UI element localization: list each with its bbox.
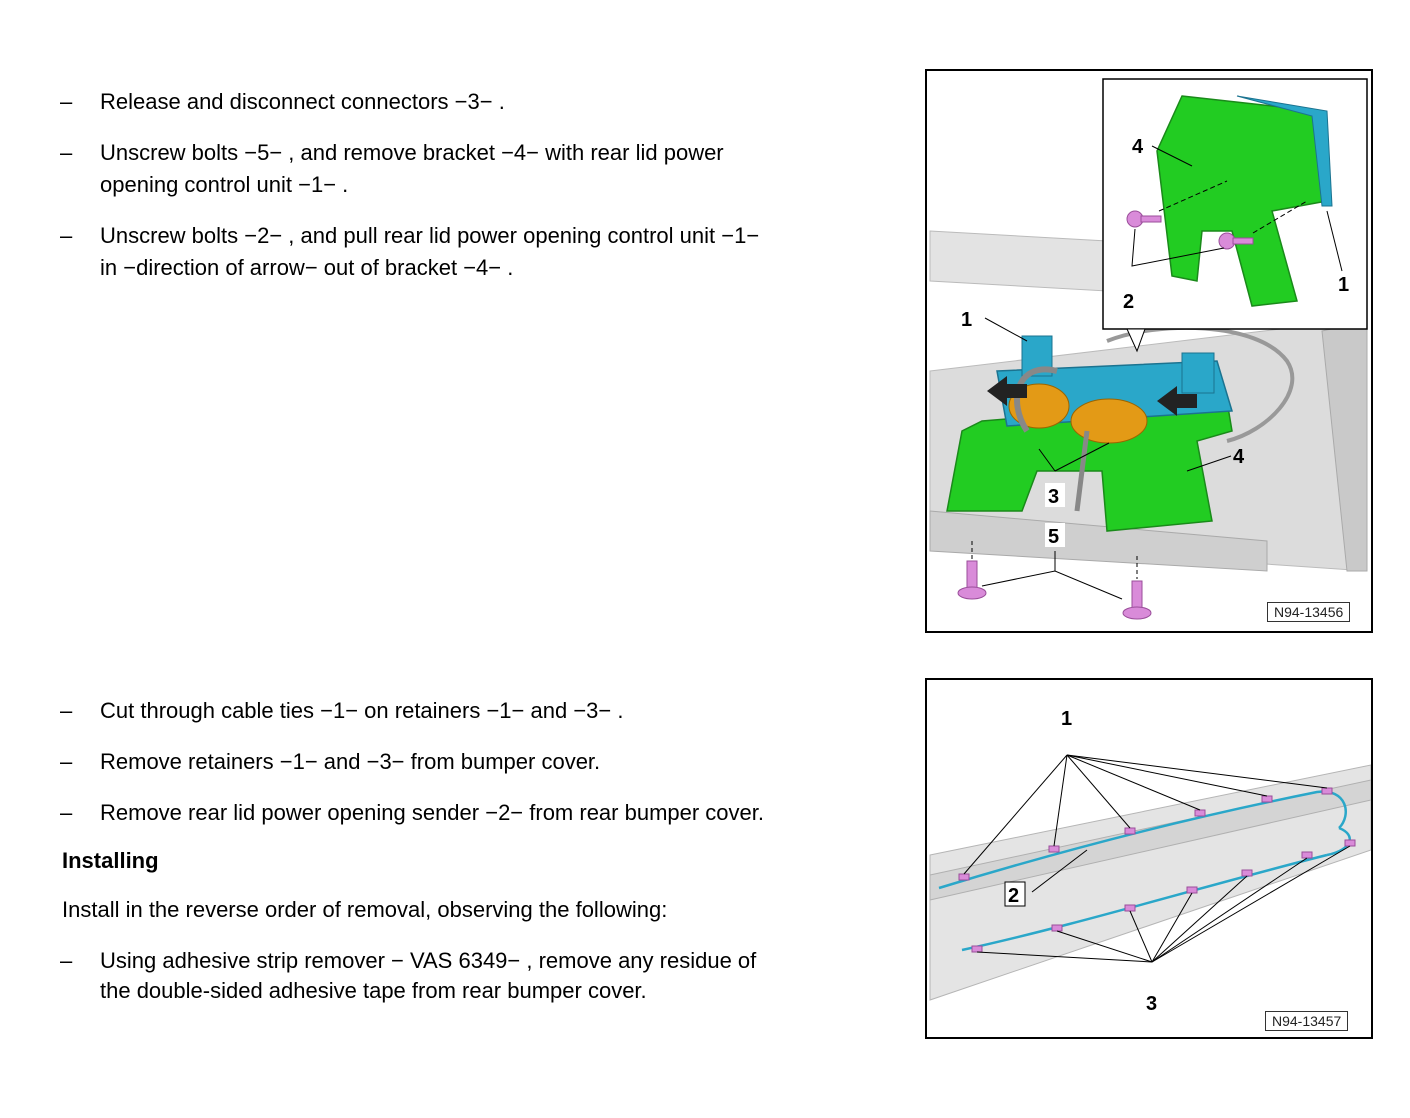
step-text-line-2: in −direction of arrow− out of bracket −4− . bbox=[100, 255, 514, 280]
figure-id-label: N94-13456 bbox=[1267, 602, 1350, 622]
step-text-line-2: opening control unit −1− . bbox=[100, 172, 349, 197]
callout-2: 2 bbox=[1008, 885, 1020, 907]
figure-bumper-cover-drawing bbox=[927, 680, 1371, 1037]
bullet-dash: – bbox=[60, 89, 73, 114]
step-text-line-2: the double-sided adhesive tape from rear bumper cover. bbox=[100, 978, 647, 1003]
callout-4-inset: 4 bbox=[1132, 136, 1144, 158]
bullet-dash: – bbox=[60, 223, 73, 248]
callout-5: 5 bbox=[1048, 526, 1060, 548]
callout-1: 1 bbox=[1061, 708, 1073, 730]
callout-3: 3 bbox=[1146, 993, 1158, 1015]
callout-1-inset: 1 bbox=[1338, 274, 1350, 296]
figure-bumper-cover bbox=[925, 678, 1373, 1039]
step-text-line-1: Unscrew bolts −5− , and remove bracket −4− with rear lid power bbox=[100, 140, 724, 165]
step-text: Release and disconnect connectors −3− . bbox=[100, 89, 505, 114]
callout-4: 4 bbox=[1233, 446, 1245, 468]
installing-intro: Install in the reverse order of removal, observing the following: bbox=[62, 897, 668, 922]
step-text: Cut through cable ties −1− on retainers −1− and −3− . bbox=[100, 698, 624, 723]
step-text: Remove rear lid power opening sender −2− from rear bumper cover. bbox=[100, 800, 765, 825]
figure-control-unit bbox=[925, 69, 1373, 633]
callout-3: 3 bbox=[1048, 486, 1060, 508]
bullet-dash: – bbox=[60, 140, 73, 165]
bullet-dash: – bbox=[60, 749, 73, 774]
bullet-dash: – bbox=[60, 800, 73, 825]
figure-id-label: N94-13457 bbox=[1265, 1011, 1348, 1031]
bullet-dash: – bbox=[60, 698, 73, 723]
callout-2: 2 bbox=[1123, 291, 1135, 313]
installing-heading: Installing bbox=[62, 848, 159, 873]
step-text-line-1: Unscrew bolts −2− , and pull rear lid power opening control unit −1− bbox=[100, 223, 760, 248]
bullet-dash: – bbox=[60, 948, 73, 973]
step-text: Remove retainers −1− and −3− from bumper cover. bbox=[100, 749, 601, 774]
callout-1: 1 bbox=[961, 309, 973, 331]
step-text-line-1: Using adhesive strip remover − VAS 6349− , remove any residue of bbox=[100, 948, 757, 973]
figure-control-unit-drawing bbox=[927, 71, 1371, 631]
